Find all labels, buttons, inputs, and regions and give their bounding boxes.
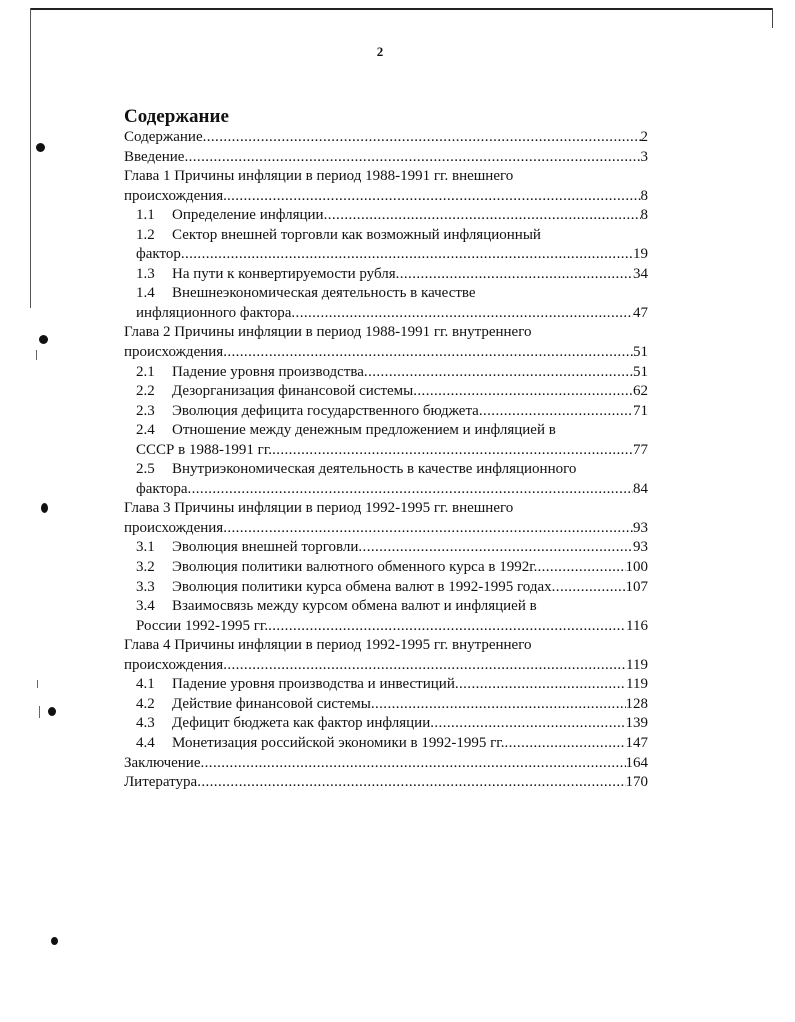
toc-entry-text: Дефицит бюджета как фактор инфляции: [172, 715, 431, 732]
dot-leader: [291, 304, 633, 324]
toc-page-number: 77: [633, 441, 648, 458]
dot-leader: [371, 695, 626, 715]
dot-leader: [184, 148, 640, 168]
toc-page-number: 128: [625, 695, 648, 712]
dot-leader: [479, 402, 633, 422]
toc-page-number: 62: [633, 383, 648, 400]
page-number: 2: [376, 44, 384, 59]
toc-entry-text: Глава 3 Причины инфляции в период 1992-1995 гг. внешнего: [124, 500, 514, 517]
toc-row: [124, 265, 648, 285]
toc-row: [124, 499, 648, 519]
toc-entry-text: Эволюция дефицита государственного бюджета: [172, 402, 479, 419]
dot-leader: [504, 734, 625, 754]
toc-page-number: 84: [633, 480, 648, 497]
binder-hole-mark: [41, 503, 48, 513]
toc-page-number: 116: [626, 617, 648, 634]
toc-section-number: 2.2: [136, 383, 155, 400]
toc-entry-text: Содержание: [124, 129, 203, 145]
toc-page-number: 119: [626, 656, 648, 673]
toc-page-number: 2: [640, 129, 648, 145]
scan-edge-top: [30, 8, 772, 10]
toc-section-number: 1.3: [136, 265, 155, 282]
toc-section-number: 4.4: [136, 734, 155, 751]
toc-entry-text: Дезорганизация финансовой системы: [172, 383, 414, 400]
binder-hole-mark: [48, 707, 56, 716]
toc-row: [124, 734, 648, 754]
toc-page-number: 147: [625, 734, 648, 751]
toc-entry-text: Глава 4 Причины инфляции в период 1992-1995 гг. внутреннего: [124, 637, 532, 654]
toc-page-number: 100: [625, 559, 648, 576]
toc-row: [124, 597, 648, 617]
toc-section-number: 4.2: [136, 695, 155, 712]
toc-section-number: 1.2: [136, 226, 155, 243]
toc-entry-text: Действие финансовой системы: [172, 695, 371, 712]
dot-leader: [223, 519, 633, 539]
toc-row: [124, 675, 648, 695]
toc-row: [124, 656, 648, 676]
toc-entry-text: фактора: [136, 480, 188, 497]
toc-page-number: 51: [633, 344, 648, 361]
toc-entry-text: происхождения.: [124, 187, 227, 204]
toc-row: [124, 167, 648, 187]
toc-entry-text: Заключение: [124, 754, 201, 771]
dot-leader: [537, 558, 625, 578]
toc-row: [124, 519, 648, 539]
toc-entry-text: Сектор внешней торговли как возможный инфляционный: [172, 226, 541, 243]
toc-page-number: 93: [633, 539, 648, 556]
toc-entry-text: Эволюция внешней торговли: [172, 539, 359, 556]
toc-section-number: 3.3: [136, 578, 155, 595]
toc-entry-text: Глава 2 Причины инфляции в период 1988-1991 гг. внутреннего: [124, 324, 532, 341]
toc-page-number: 47: [633, 304, 648, 321]
dot-leader: [227, 187, 641, 207]
toc-row: [124, 441, 648, 461]
toc-entry-text: инфляционного фактора: [136, 304, 292, 321]
dot-leader: [272, 441, 633, 461]
toc-section-number: 2.4: [136, 422, 155, 439]
toc-section-number: 3.4: [136, 598, 155, 615]
toc-entry-text: Взаимосвязь между курсом обмена валют и инфляцией в: [172, 598, 537, 615]
toc-section-number: 1.1: [136, 207, 155, 224]
dot-leader: [413, 382, 633, 402]
toc-entry-text: Падение уровня производства и инвестиций: [172, 676, 455, 693]
dot-leader: [268, 617, 626, 637]
toc-row: [124, 558, 648, 578]
toc-section-number: 3.1: [136, 539, 155, 556]
dot-leader: [197, 773, 625, 793]
toc-section-number: 2.1: [136, 363, 155, 380]
toc-row: [124, 754, 648, 774]
toc-entry-text: Падение уровня производства: [172, 363, 364, 380]
dot-leader: [552, 578, 626, 598]
toc-page-number: 119: [626, 676, 648, 693]
toc-row: [124, 538, 648, 558]
toc-row: [124, 460, 648, 480]
toc-entry-text: Внутриэкономическая деятельность в качестве инфляционного: [172, 461, 577, 478]
toc-page-number: 170: [625, 774, 648, 791]
toc-section-number: 2.3: [136, 402, 155, 419]
toc-entry-text: Эволюция политики курса обмена валют в 1992-1995 годах: [172, 578, 552, 595]
toc-row: [124, 402, 648, 422]
dot-leader: [396, 265, 633, 285]
table-of-contents: [124, 128, 648, 793]
toc-page-number: 164: [625, 754, 648, 771]
toc-row: [124, 284, 648, 304]
toc-page-number: 34: [633, 265, 648, 282]
dot-leader: [201, 754, 626, 774]
toc-row: [124, 206, 648, 226]
toc-row: [124, 714, 648, 734]
toc-row: [124, 128, 648, 148]
toc-section-number: 2.5: [136, 461, 155, 478]
toc-section-number: 4.3: [136, 715, 155, 732]
toc-row: [124, 304, 648, 324]
dot-leader: [364, 363, 633, 383]
toc-entry-text: Введение: [124, 148, 185, 165]
scan-edge-right: [772, 8, 773, 28]
toc-entry-text: Монетизация российской экономики в 1992-1995 гг.: [172, 734, 505, 751]
toc-row: [124, 187, 648, 207]
toc-section-number: 1.4: [136, 285, 155, 302]
toc-page-number: 19: [633, 246, 648, 263]
dot-leader: [223, 656, 626, 676]
toc-entry-text: Отношение между денежным предложением и инфляцией в: [172, 422, 556, 439]
toc-page-number: 8: [640, 187, 648, 204]
toc-section-number: 3.2: [136, 559, 155, 576]
scan-mark: [37, 680, 38, 688]
toc-entry-text: происхождения: [124, 656, 224, 673]
toc-page-number: 107: [625, 578, 648, 595]
dot-leader: [187, 480, 633, 500]
dot-leader: [324, 206, 641, 226]
toc-row: [124, 343, 648, 363]
toc-entry-text: происхождения: [124, 344, 224, 361]
toc-page-number: 93: [633, 519, 648, 536]
toc-row: [124, 773, 648, 793]
toc-row: [124, 421, 648, 441]
toc-page-number: 71: [633, 402, 648, 419]
toc-row: [124, 245, 648, 265]
toc-row: [124, 226, 648, 246]
toc-page-number: 8: [640, 207, 648, 224]
dot-leader: [203, 128, 641, 148]
toc-entry-text: фактор: [136, 246, 181, 263]
toc-row: [124, 578, 648, 598]
toc-page-number: 139: [625, 715, 648, 732]
toc-row: [124, 382, 648, 402]
toc-entry-text: Определение инфляции: [172, 207, 324, 224]
scan-mark: [39, 706, 40, 718]
toc-row: [124, 148, 648, 168]
toc-row: [124, 636, 648, 656]
toc-entry-text: Глава 1 Причины инфляции в период 1988-1991 гг. внешнего: [124, 168, 514, 185]
toc-page-number: 3: [640, 148, 648, 165]
dot-leader: [358, 538, 633, 558]
dot-leader: [430, 714, 625, 734]
toc-section-number: 4.1: [136, 676, 155, 693]
binder-hole-mark: [51, 937, 58, 945]
toc-row: [124, 323, 648, 343]
toc-entry-text: СССР в 1988-1991 гг.: [136, 441, 273, 458]
toc-row: [124, 363, 648, 383]
toc-entry-text: происхождения: [124, 519, 224, 536]
toc-entry-text: Эволюция политики валютного обменного курса в 1992г.: [172, 559, 538, 576]
toc-row: [124, 695, 648, 715]
dot-leader: [181, 245, 633, 265]
toc-title: Содержание: [124, 106, 229, 127]
scan-mark: [36, 350, 37, 360]
binder-hole-mark: [39, 335, 48, 344]
binder-hole-mark: [36, 143, 45, 152]
toc-entry-text: Внешнеэкономическая деятельность в качестве: [172, 285, 476, 302]
toc-row: [124, 480, 648, 500]
dot-leader: [455, 675, 626, 695]
toc-entry-text: Литература: [124, 774, 198, 791]
toc-entry-text: На пути к конвертируемости рубля: [172, 265, 396, 282]
toc-page-number: 51: [633, 363, 648, 380]
dot-leader: [223, 343, 633, 363]
toc-row: [124, 617, 648, 637]
toc-entry-text: России 1992-1995 гг.: [136, 617, 269, 634]
